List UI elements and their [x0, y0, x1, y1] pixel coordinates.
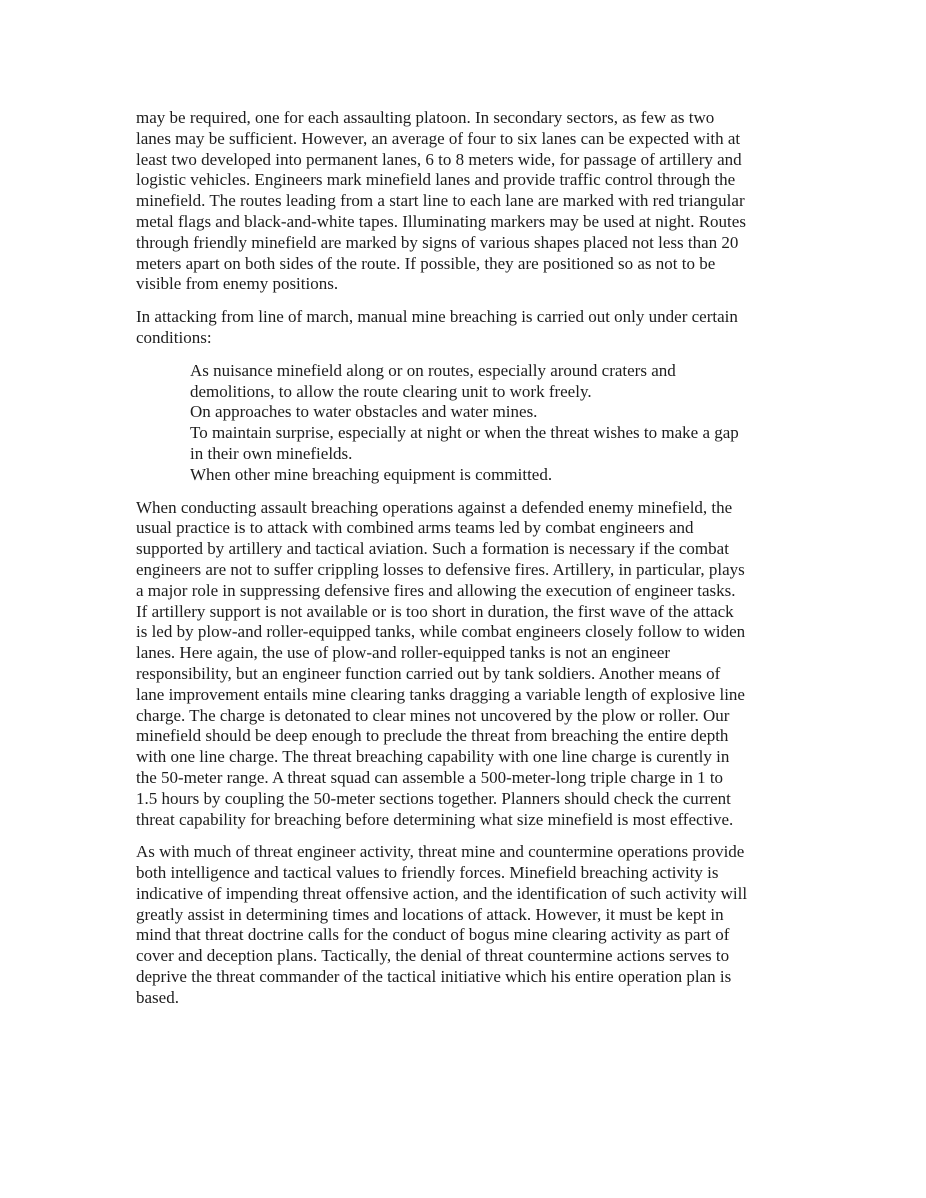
text-line: minefield should be deep enough to preclude the threat from breaching the entire depth	[136, 726, 729, 746]
text-line: a major role in suppressing defensive fires and allowing the execution of engineer tasks.	[136, 580, 736, 600]
text-line: To maintain surprise, especially at night or when the threat wishes to make a gap	[190, 423, 739, 443]
text-line: the 50-meter range. A threat squad can assemble a 500-meter-long triple charge in 1 to	[136, 767, 724, 787]
text-line: logistic vehicles. Engineers mark minefield lanes and provide traffic control through the	[136, 170, 736, 190]
text-line: In attacking from line of march, manual mine breaching is carried out only under certain	[136, 307, 738, 327]
text-line: lanes may be sufficient. However, an average of four to six lanes can be expected with at	[136, 128, 741, 148]
text-line: may be required, one for each assaulting platoon. In secondary sectors, as few as two	[136, 108, 715, 127]
text-line: indicative of impending threat offensive action, and the identification of such activity will	[136, 883, 748, 903]
text-line: demolitions, to allow the route clearing unit to work freely.	[190, 381, 592, 401]
paragraph-intelligence-value	[136, 842, 836, 1008]
text-line: through friendly minefield are marked by signs of various shapes placed not less than 20	[136, 232, 739, 252]
text-line: is led by plow-and roller-equipped tanks, while combat engineers closely follow to widen	[136, 622, 746, 642]
text-line: usual practice is to attack with combined arms teams led by combat engineers and	[136, 518, 694, 538]
text-line: supported by artillery and tactical aviation. Such a formation is necessary if the combat	[136, 539, 729, 559]
text-line: If artillery support is not available or is too short in duration, the first wave of the attack	[136, 601, 734, 621]
condition-list	[136, 361, 836, 486]
text-line: threat capability for breaching before determining what size minefield is most effective.	[136, 809, 734, 829]
text-line: When conducting assault breaching operations against a defended enemy minefield, the	[136, 497, 733, 517]
text-line: mind that threat doctrine calls for the conduct of bogus mine clearing activity as part of	[136, 925, 730, 945]
text-line: metal flags and black-and-white tapes. Illuminating markers may be used at night. Routes	[136, 211, 746, 231]
text-line: least two developed into permanent lanes, 6 to 8 meters wide, for passage of artillery and	[136, 149, 742, 169]
text-line: meters apart on both sides of the route. If possible, they are positioned so as not to be	[136, 253, 716, 273]
text-line: 1.5 hours by coupling the 50-meter sections together. Planners should check the current	[136, 788, 731, 808]
text-line: As nuisance minefield along or on routes, especially around craters and	[190, 360, 676, 380]
text-line: deprive the threat commander of the tactical initiative which his entire operation plan is	[136, 967, 732, 987]
paragraph-line-of-march-intro	[136, 307, 836, 349]
text-line: engineers are not to suffer crippling losses to defensive fires. Artillery, in particular, plays	[136, 559, 745, 579]
text-line: in their own minefields.	[190, 443, 353, 463]
text-block	[136, 108, 836, 1021]
text-line: with one line charge. The threat breaching capability with one line charge is curently in	[136, 747, 730, 767]
paragraph-lane-marking	[136, 108, 836, 295]
text-line: lanes. Here again, the use of plow-and roller-equipped tanks is not an engineer	[136, 643, 671, 663]
text-line: visible from enemy positions.	[136, 274, 339, 294]
paragraph-assault-breaching	[136, 498, 836, 831]
text-line: responsibility, but an engineer function carried out by tank soldiers. Another means of	[136, 663, 721, 683]
text-line: minefield. The routes leading from a start line to each lane are marked with red triangular	[136, 191, 745, 211]
text-line: conditions:	[136, 327, 212, 347]
text-line: cover and deception plans. Tactically, the denial of threat countermine actions serves to	[136, 946, 730, 966]
text-line: based.	[136, 987, 179, 1007]
text-line: As with much of threat engineer activity, threat mine and countermine operations provide	[136, 842, 745, 862]
text-line: lane improvement entails mine clearing tanks dragging a variable length of explosive line	[136, 684, 745, 704]
text-line: When other mine breaching equipment is committed.	[190, 464, 553, 484]
text-line: On approaches to water obstacles and water mines.	[190, 402, 538, 422]
text-line: both intelligence and tactical values to friendly forces. Minefield breaching activity is	[136, 863, 719, 883]
text-line: charge. The charge is detonated to clear mines not uncovered by the plow or roller. Our	[136, 705, 730, 725]
text-line: greatly assist in determining times and locations of attack. However, it must be kept in	[136, 904, 724, 924]
